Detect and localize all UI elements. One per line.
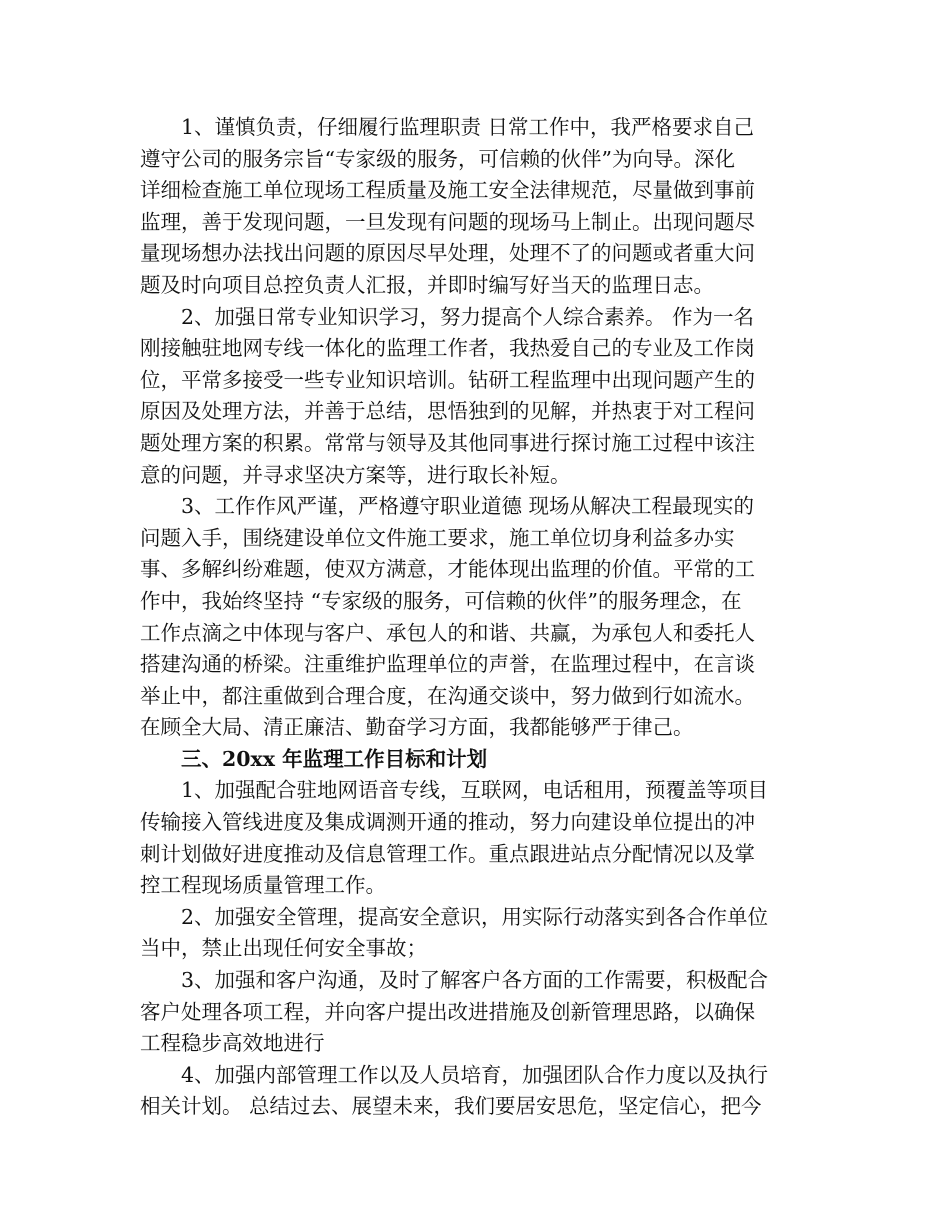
text-line: 刺计划做好进度推动及信息管理工作。重点跟进站点分配情况以及掌	[140, 841, 755, 866]
text-line: 详细检查施工单位现场工程质量及施工安全法律规范，尽量做到事前	[140, 178, 755, 203]
text-line: 意的问题，并寻求坚决方案等，进行取长补短。	[140, 462, 571, 487]
text-line: 作中，我始终坚持 “专家级的服务，可信赖的伙伴”的服务理念，在	[140, 588, 742, 613]
text-line: 在顾全大局、清正廉洁、勤奋学习方面，我都能够严于律己。	[140, 715, 694, 740]
text-line: 量现场想办法找出问题的原因尽早处理，处理不了的问题或者重大问	[140, 241, 755, 266]
text-line: 工程稳步高效地进行	[140, 1031, 325, 1056]
document-page	[140, 112, 808, 1123]
text-line: 2、加强安全管理，提高安全意识，用实际行动落实到各合作单位	[181, 904, 769, 929]
text-line: 工作点滴之中体现与客户、承包人的和谐、共赢，为承包人和委托人	[140, 620, 755, 645]
text-line: 原因及处理方法，并善于总结，思悟独到的见解，并热衷于对工程问	[140, 399, 755, 424]
plan-paragraph-1	[140, 775, 808, 901]
text-line: 事、多解纠纷难题，使双方满意，才能体现出监理的价值。平常的工	[140, 557, 755, 582]
plan-paragraph-2	[140, 902, 808, 965]
text-line: 监理，善于发现问题，一旦发现有问题的现场马上制止。出现问题尽	[140, 209, 755, 234]
text-line: 4、加强内部管理工作以及人员培育，加强团队合作力度以及执行	[181, 1062, 769, 1087]
text-line: 举止中，都注重做到合理合度，在沟通交谈中，努力做到行如流水。	[140, 683, 755, 708]
text-line: 遵守公司的服务宗旨“专家级的服务，可信赖的伙伴”为向导。深化	[140, 146, 735, 171]
paragraph-2	[140, 302, 808, 492]
paragraph-1	[140, 112, 808, 302]
plan-paragraph-4	[140, 1060, 808, 1123]
text-line: 3、工作作风严谨，严格遵守职业道德 现场从解决工程最现实的	[181, 494, 755, 519]
text-line: 相关计划。 总结过去、展望未来，我们要居安思危，坚定信心，把今	[140, 1094, 762, 1119]
section-heading: 三、20xx 年监理工作目标和计划	[181, 746, 488, 771]
text-line: 3、加强和客户沟通，及时了解客户各方面的工作需要，积极配合	[181, 968, 769, 993]
text-line: 搭建沟通的桥梁。注重维护监理单位的声誉，在监理过程中，在言谈	[140, 652, 755, 677]
text-line: 1、加强配合驻地网语音专线，互联网，电话租用，预覆盖等项目	[181, 778, 769, 803]
paragraph-3	[140, 491, 808, 744]
text-line: 当中，禁止出现任何安全事故；	[140, 936, 427, 961]
text-line: 题处理方案的积累。常常与领导及其他同事进行探讨施工过程中该注	[140, 430, 755, 455]
text-line: 题及时向项目总控负责人汇报，并即时编写好当天的监理日志。	[140, 272, 714, 297]
text-line: 刚接触驻地网专线一体化的监理工作者，我热爱自己的专业及工作岗	[140, 336, 755, 361]
text-line: 控工程现场质量管理工作。	[140, 873, 386, 898]
text-line: 1、谨慎负责，仔细履行监理职责 日常工作中，我严格要求自己	[181, 115, 755, 139]
text-line: 2、加强日常专业知识学习，努力提高个人综合素养。 作为一名	[181, 304, 755, 329]
plan-paragraph-3	[140, 965, 808, 1060]
text-line: 传输接入管线进度及集成调测开通的推动，努力向建设单位提出的冲	[140, 810, 755, 835]
text-line: 位，平常多接受一些专业知识培训。钻研工程监理中出现问题产生的	[140, 367, 755, 392]
text-line: 客户处理各项工程，并向客户提出改进措施及创新管理思路，以确保	[140, 999, 755, 1024]
text-line: 问题入手，围绕建设单位文件施工要求，施工单位切身利益多办实	[140, 525, 735, 550]
